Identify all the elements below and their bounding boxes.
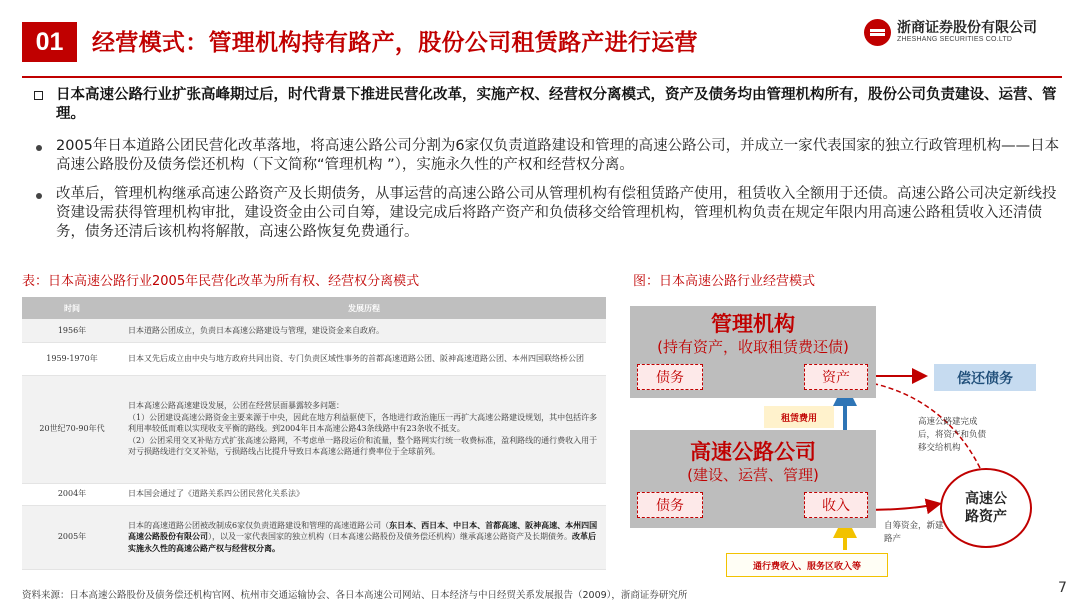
diagram-caption: 图：日本高速公路行业经营模式 — [633, 274, 816, 289]
rent-fee-tag: 租赁费用 — [764, 406, 834, 428]
table-cell-time: 2004年 — [22, 483, 122, 505]
table-row — [22, 483, 606, 505]
bullet-paragraph-2: 改革后，管理机构继承高速公路资产及长期债务，从事运营的高速公路公司从管理机构有偿租赁路产使用，租赁收入全额用于还债。高速公路公司决定新线投资建设需获得管理机构审批，建设资金由公司自筹，建设完成后将路产资产和负债移交给管理机构，管理机构负责在规定年限内用高速公路租赁收入还清债务，债务还清后该机构将解散，高速公路恢复免费通行。 — [56, 186, 1057, 240]
table-row — [22, 319, 606, 342]
bullet-paragraph-1: 2005年日本道路公团民营化改革落地，将高速公路公司分割为6家仅负责道路建设和管理的高速公路公司，并成立一家代表国家的独立行政管理机构——日本高速公路股份及债务偿还机构（下文简称“管理机构 ”），实施永久性的产权和经营权分离。 — [56, 138, 1060, 173]
section-number: 01 — [22, 22, 77, 62]
square-bullet-icon — [34, 91, 43, 100]
logo-name-cn: 浙商证券股份有限公司 — [897, 20, 1037, 36]
logo-mark-icon — [864, 19, 891, 46]
table-cell-text: 日本高速公路高速建设发展，公团在经营层面暴露较多问题： （1）公团建设高速公路资金主要来源于中央，因此在地方利益驱使下，各地进行政治施压一再扩大高速公路建设规划，其中包括许多利用率较低而难以实现收支平衡的路线。到2004年日本高速公路43条线路中有23条收不抵支。 （2）公团采用交叉补贴方式扩张高速公路网，不考虑单一路段运价和流量，整个路网实行统一收费标准，盈利路线的通行费收入用于对亏损路线进行交叉补贴，亏损路线占比提升导致日本高速公路通行费率位于全球前列。 — [122, 375, 606, 483]
highway-company-subtitle: (建设、运营、管理) — [687, 466, 819, 484]
table-cell-time: 20世纪70-90年代 — [22, 375, 122, 483]
management-org-box — [630, 306, 876, 398]
highway-company-box — [630, 430, 876, 528]
table-header-time: 时间 — [22, 297, 122, 319]
cell-text-part: 日本的高速道路公团被改制成6家仅负责道路建设和管理的高速道路公司（ — [128, 520, 390, 530]
management-org-subtitle: (持有资产，收取租赁费还债) — [657, 338, 849, 356]
transfer-note: 高速公路建完成后，将资产和负债移交给机构 — [918, 417, 987, 453]
table-row — [22, 342, 606, 375]
table-cell-text: 日本又先后成立由中央与地方政府共同出资、专门负责区域性事务的首都高速道路公团、阪神高速道路公团、本州四国联络桥公团 — [122, 342, 606, 375]
toll-income-box: 通行费收入、服务区收入等 — [726, 553, 888, 577]
table-cell-time: 2005年 — [22, 505, 122, 569]
bullet-dot-icon — [36, 193, 42, 199]
cell-text-part: ），以及一家代表国家的独立机构（日本高速公路股份及债务偿还机构）继承高速公路资产及长期债务。 — [208, 532, 572, 542]
cell-text-bold: 改革后实施永久性的高速公路产权与经营权分离。 — [128, 531, 596, 553]
table-cell-time: 1959-1970年 — [22, 342, 122, 375]
table-cell-text: 日本道路公团成立，负责日本高速公路建设与管理，建设资金来自政府。 — [122, 319, 606, 342]
page-number: 7 — [1058, 580, 1067, 596]
table-row — [22, 375, 606, 483]
road-asset-circle — [940, 468, 1032, 548]
road-asset-label: 高速公路资产 — [965, 491, 1007, 525]
management-org-title: 管理机构 — [711, 312, 795, 336]
repay-debt-box: 偿还债务 — [934, 364, 1036, 391]
page-title: 经营模式：管理机构持有路产，股份公司租赁路产进行运营 — [92, 30, 698, 56]
table-row — [22, 505, 606, 569]
source-note: 资料来源：日本高速公路股份及债务偿还机构官网、杭州市交通运输协会、各日本高速公司网站、日本经济与中日经贸关系发展报告（2009），浙商证券研究所 — [22, 590, 688, 601]
table-cell-text: 日本国会通过了《道路关系四公团民营化关系法》 — [122, 483, 606, 505]
table-header-history: 发展历程 — [122, 297, 606, 319]
cell-text-bold: 东日本、西日本、中日本、首都高速、阪神高速、本州四国高速公路股份有限公司 — [128, 519, 598, 542]
lead-paragraph: 日本高速公路行业扩张高峰期过后，时代背景下推进民营化改革，实施产权、经营权分离模式，资产及债务均由管理机构所有，股份公司负责建设、运营、管理。 — [56, 87, 1057, 122]
business-model-diagram — [628, 292, 1066, 584]
self-fund-note: 自筹资金，新建路产 — [884, 521, 944, 544]
logo-name-en: ZHESHANG SECURITIES CO.LTD — [897, 36, 1013, 43]
company-income-box: 收入 — [804, 492, 868, 518]
table-header-row — [22, 297, 606, 319]
company-debt-box: 债务 — [637, 492, 703, 518]
table-cell-time: 1956年 — [22, 319, 122, 342]
table-cell-text — [122, 505, 606, 569]
highway-company-title: 高速公路公司 — [690, 440, 816, 464]
history-table — [22, 297, 606, 570]
company-logo — [864, 16, 1064, 50]
management-asset-box: 资产 — [804, 364, 868, 390]
bullet-dot-icon — [36, 145, 42, 151]
header-divider — [22, 76, 1062, 78]
management-debt-box: 债务 — [637, 364, 703, 390]
table-caption: 表：日本高速公路行业2005年民营化改革为所有权、经营权分离模式 — [22, 274, 420, 289]
